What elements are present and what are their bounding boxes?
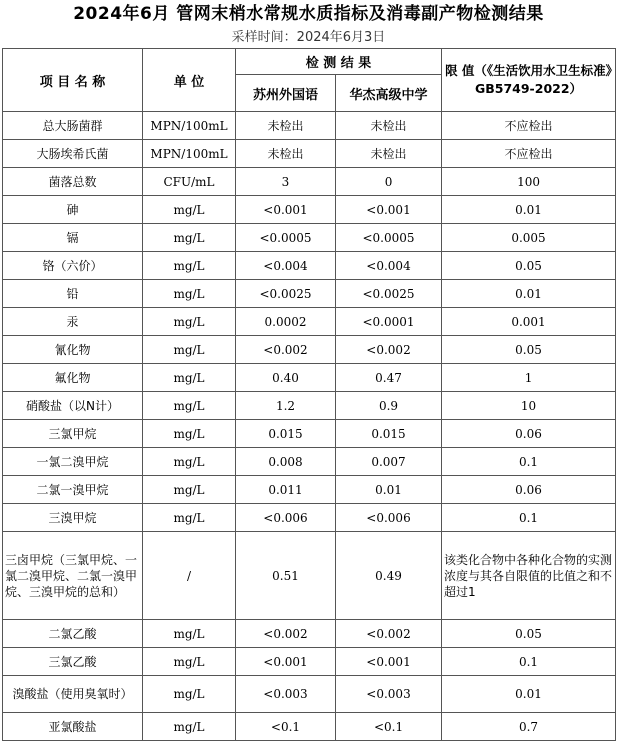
- sampling-date: 采样时间：2024年6月3日: [231, 30, 386, 45]
- table-row: [3, 252, 616, 280]
- row-unit: mg/L: [143, 196, 236, 224]
- table-row: [3, 648, 616, 676]
- row-limit: 0.01: [442, 196, 616, 224]
- row-item-name: 三氯甲烷: [3, 420, 143, 448]
- row-item-name: 铅: [3, 280, 143, 308]
- row-value-site-2: 0.007: [336, 448, 442, 476]
- row-limit: 该类化合物中各种化合物的实测浓度与其各自限值的比值之和不超过1: [442, 532, 616, 620]
- row-limit: 0.1: [442, 648, 616, 676]
- row-item-name: 铬（六价）: [3, 252, 143, 280]
- table-row: [3, 676, 616, 713]
- row-item-name: 镉: [3, 224, 143, 252]
- row-limit: 0.05: [442, 620, 616, 648]
- row-item-name: 二氯乙酸: [3, 620, 143, 648]
- row-limit: 0.005: [442, 224, 616, 252]
- row-limit: 0.1: [442, 504, 616, 532]
- row-item-name: 总大肠菌群: [3, 112, 143, 140]
- row-value-site-2: <0.0025: [336, 280, 442, 308]
- row-item-name: 氟化物: [3, 364, 143, 392]
- row-value-site-2: 0: [336, 168, 442, 196]
- row-value-site-1: 0.40: [236, 364, 336, 392]
- row-unit: mg/L: [143, 448, 236, 476]
- row-item-name: 一氯二溴甲烷: [3, 448, 143, 476]
- row-unit: mg/L: [143, 713, 236, 741]
- row-value-site-2: 未检出: [336, 140, 442, 168]
- row-value-site-2: 0.47: [336, 364, 442, 392]
- row-value-site-2: 0.015: [336, 420, 442, 448]
- row-value-site-2: <0.0005: [336, 224, 442, 252]
- row-limit: 0.06: [442, 476, 616, 504]
- row-limit: 0.05: [442, 252, 616, 280]
- row-value-site-2: 未检出: [336, 112, 442, 140]
- row-unit: CFU/mL: [143, 168, 236, 196]
- row-limit: 0.001: [442, 308, 616, 336]
- row-unit: mg/L: [143, 224, 236, 252]
- header-site-1: 苏州外国语: [236, 75, 336, 112]
- row-item-name: 三氯乙酸: [3, 648, 143, 676]
- row-value-site-2: <0.002: [336, 336, 442, 364]
- row-item-name: 硝酸盐（以N计）: [3, 392, 143, 420]
- row-unit: mg/L: [143, 364, 236, 392]
- table-row: [3, 420, 616, 448]
- row-unit: mg/L: [143, 280, 236, 308]
- table-row: [3, 532, 616, 620]
- row-value-site-1: 0.008: [236, 448, 336, 476]
- row-limit: 0.1: [442, 448, 616, 476]
- header-limit: 限 值（《生活饮用水卫生标准》GB5749-2022）: [442, 49, 616, 112]
- table-row: [3, 168, 616, 196]
- row-item-name: 大肠埃希氏菌: [3, 140, 143, 168]
- row-limit: 0.01: [442, 676, 616, 713]
- row-value-site-1: <0.0025: [236, 280, 336, 308]
- header-item-name: 项 目 名 称: [3, 49, 143, 112]
- results-body: [3, 112, 616, 741]
- table-row: [3, 140, 616, 168]
- row-value-site-1: <0.002: [236, 620, 336, 648]
- row-value-site-1: <0.004: [236, 252, 336, 280]
- row-unit: MPN/100mL: [143, 140, 236, 168]
- row-value-site-1: 0.011: [236, 476, 336, 504]
- row-value-site-1: 3: [236, 168, 336, 196]
- row-value-site-1: 0.0002: [236, 308, 336, 336]
- row-value-site-2: <0.002: [336, 620, 442, 648]
- table-row: [3, 280, 616, 308]
- row-value-site-1: <0.001: [236, 648, 336, 676]
- row-value-site-2: <0.004: [336, 252, 442, 280]
- row-value-site-2: <0.006: [336, 504, 442, 532]
- row-limit: 0.01: [442, 280, 616, 308]
- row-limit: 不应检出: [442, 112, 616, 140]
- row-unit: mg/L: [143, 308, 236, 336]
- row-value-site-2: <0.0001: [336, 308, 442, 336]
- header-site-2: 华杰高级中学: [336, 75, 442, 112]
- row-unit: mg/L: [143, 476, 236, 504]
- row-value-site-1: <0.006: [236, 504, 336, 532]
- row-unit: /: [143, 532, 236, 620]
- table-row: [3, 196, 616, 224]
- results-table: [2, 48, 616, 741]
- table-row: [3, 504, 616, 532]
- row-limit: 不应检出: [442, 140, 616, 168]
- page-title: 2024年6月 管网末梢水常规水质指标及消毒副产物检测结果: [73, 4, 544, 24]
- row-item-name: 菌落总数: [3, 168, 143, 196]
- row-item-name: 溴酸盐（使用臭氧时）: [3, 676, 143, 713]
- row-value-site-1: <0.002: [236, 336, 336, 364]
- table-row: [3, 476, 616, 504]
- row-item-name: 砷: [3, 196, 143, 224]
- table-row: [3, 392, 616, 420]
- table-row: [3, 308, 616, 336]
- row-unit: mg/L: [143, 420, 236, 448]
- row-limit: 0.06: [442, 420, 616, 448]
- row-value-site-1: <0.001: [236, 196, 336, 224]
- row-value-site-1: <0.003: [236, 676, 336, 713]
- row-item-name: 氰化物: [3, 336, 143, 364]
- row-limit: 0.7: [442, 713, 616, 741]
- row-value-site-1: 未检出: [236, 140, 336, 168]
- row-value-site-1: <0.0005: [236, 224, 336, 252]
- row-value-site-1: 0.015: [236, 420, 336, 448]
- row-value-site-2: 0.01: [336, 476, 442, 504]
- row-item-name: 汞: [3, 308, 143, 336]
- row-value-site-1: 1.2: [236, 392, 336, 420]
- row-unit: mg/L: [143, 504, 236, 532]
- row-limit: 100: [442, 168, 616, 196]
- row-unit: mg/L: [143, 336, 236, 364]
- header-unit: 单 位: [143, 49, 236, 112]
- row-limit: 10: [442, 392, 616, 420]
- table-row: [3, 224, 616, 252]
- row-value-site-1: 未检出: [236, 112, 336, 140]
- row-unit: MPN/100mL: [143, 112, 236, 140]
- row-unit: mg/L: [143, 392, 236, 420]
- row-unit: mg/L: [143, 252, 236, 280]
- table-row: [3, 620, 616, 648]
- row-unit: mg/L: [143, 648, 236, 676]
- row-value-site-2: <0.003: [336, 676, 442, 713]
- row-value-site-1: 0.51: [236, 532, 336, 620]
- table-row: [3, 364, 616, 392]
- row-unit: mg/L: [143, 676, 236, 713]
- row-value-site-2: <0.001: [336, 648, 442, 676]
- header-results: 检 测 结 果: [236, 49, 442, 75]
- row-value-site-1: <0.1: [236, 713, 336, 741]
- row-item-name: 亚氯酸盐: [3, 713, 143, 741]
- row-value-site-2: 0.49: [336, 532, 442, 620]
- row-unit: mg/L: [143, 620, 236, 648]
- table-row: [3, 448, 616, 476]
- table-row: [3, 336, 616, 364]
- row-value-site-2: <0.1: [336, 713, 442, 741]
- table-row: [3, 713, 616, 741]
- row-item-name: 二氯一溴甲烷: [3, 476, 143, 504]
- row-value-site-2: 0.9: [336, 392, 442, 420]
- row-item-name: 三卤甲烷（三氯甲烷、一氯二溴甲烷、二氯一溴甲烷、三溴甲烷的总和）: [3, 532, 143, 620]
- row-value-site-2: <0.001: [336, 196, 442, 224]
- table-row: [3, 112, 616, 140]
- row-limit: 0.05: [442, 336, 616, 364]
- row-limit: 1: [442, 364, 616, 392]
- row-item-name: 三溴甲烷: [3, 504, 143, 532]
